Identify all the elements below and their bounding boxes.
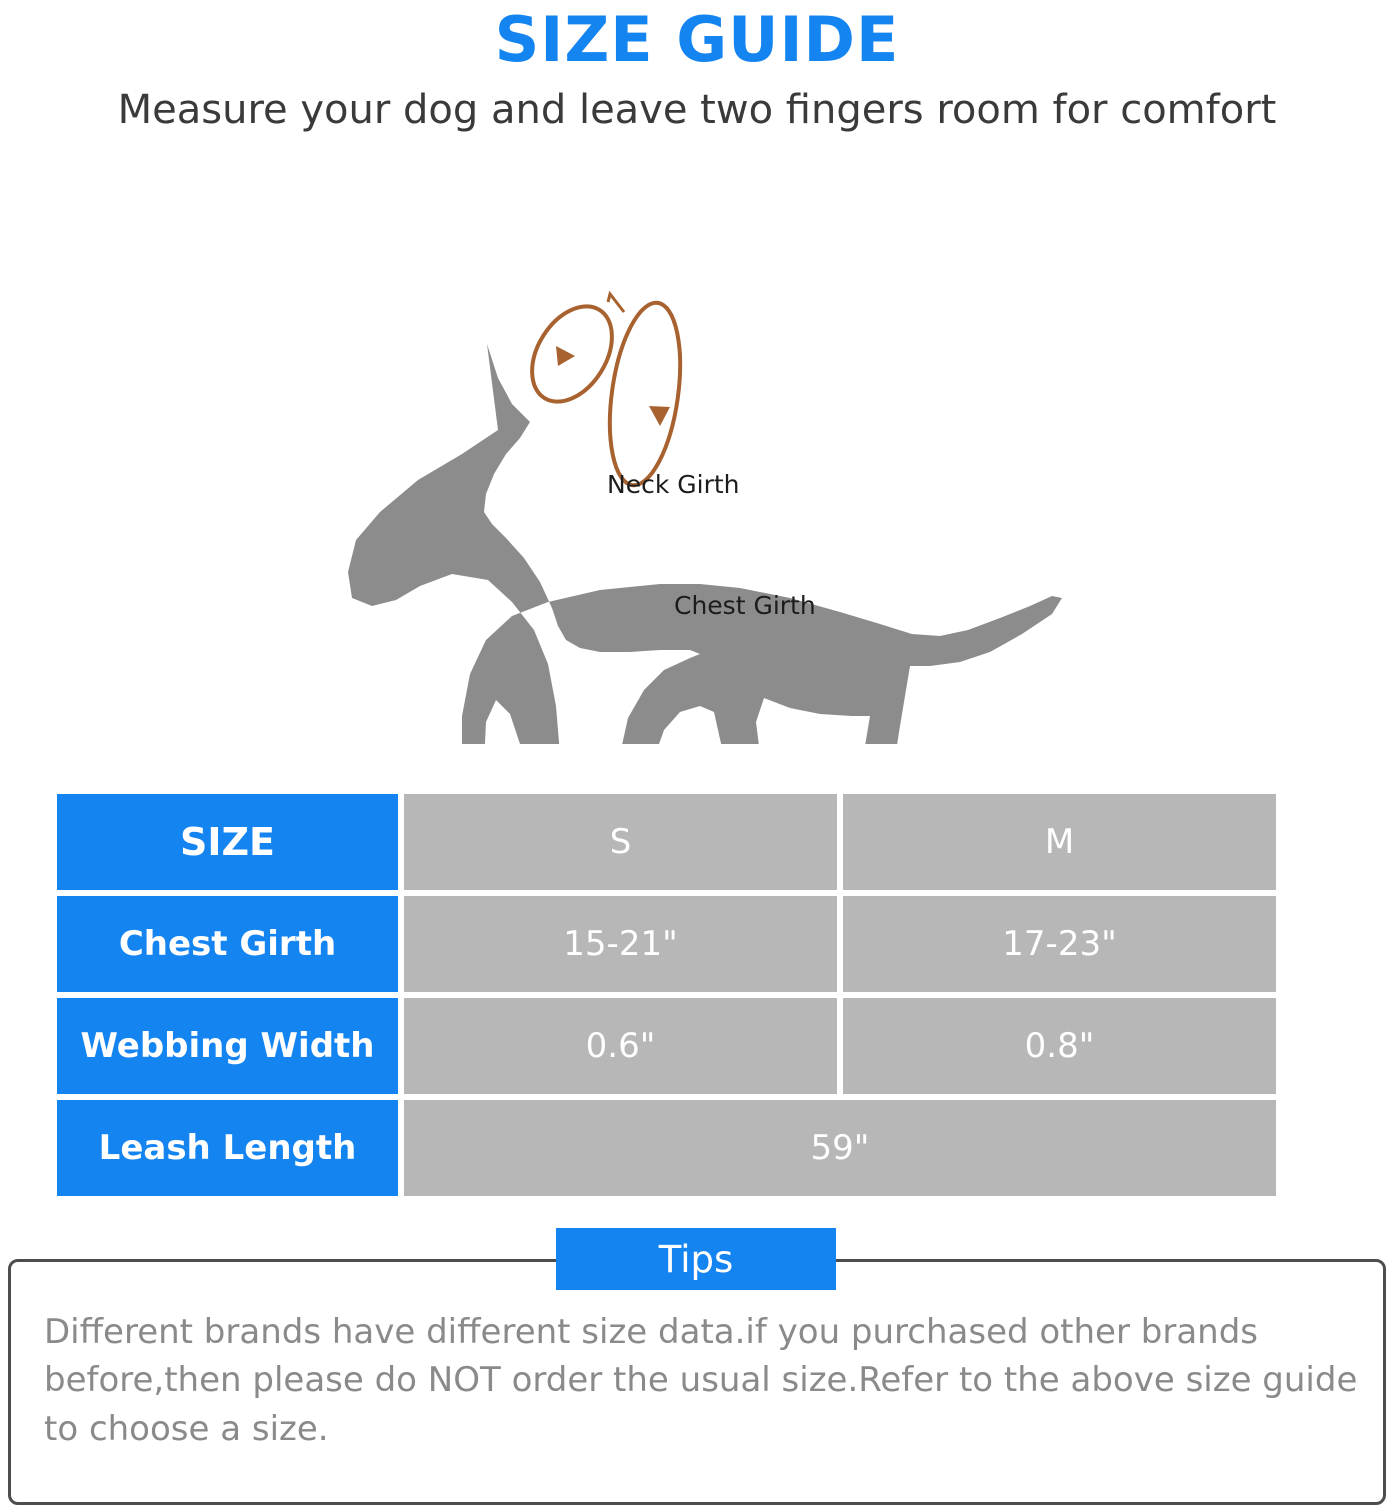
cell-leash-length: 59" xyxy=(404,1100,1276,1196)
tips-text: Different brands have different size data.if you purchased other brands before,then please do NOT order the usual size.Refer to the above size guide to choose a size. xyxy=(44,1312,1358,1449)
cell-chest-girth-m: 17-23" xyxy=(843,896,1276,992)
table-row xyxy=(57,1100,1337,1196)
label-neck-girth: Neck Girth xyxy=(607,470,740,500)
page-title: SIZE GUIDE xyxy=(494,3,900,76)
dog-measurement-illustration xyxy=(0,144,1394,744)
row-label-leash-length: Leash Length xyxy=(57,1100,398,1196)
table-row-header xyxy=(57,794,1337,890)
row-label-chest-girth: Chest Girth xyxy=(57,896,398,992)
size-guide-page xyxy=(0,3,1394,1506)
label-chest-girth: Chest Girth xyxy=(674,591,816,621)
tips-badge: Tips xyxy=(556,1228,836,1290)
table-row xyxy=(57,998,1337,1094)
cell-webbing-width-m: 0.8" xyxy=(843,998,1276,1094)
size-table xyxy=(57,794,1337,1202)
dog-silhouette-icon xyxy=(0,144,1394,744)
cell-chest-girth-s: 15-21" xyxy=(404,896,837,992)
page-subtitle: Measure your dog and leave two fingers room for comfort xyxy=(117,87,1277,134)
table-header-size: SIZE xyxy=(57,794,398,890)
table-row xyxy=(57,896,1337,992)
table-header-col-m: M xyxy=(843,794,1276,890)
cell-webbing-width-s: 0.6" xyxy=(404,998,837,1094)
table-header-col-s: S xyxy=(404,794,837,890)
row-label-webbing-width: Webbing Width xyxy=(57,998,398,1094)
